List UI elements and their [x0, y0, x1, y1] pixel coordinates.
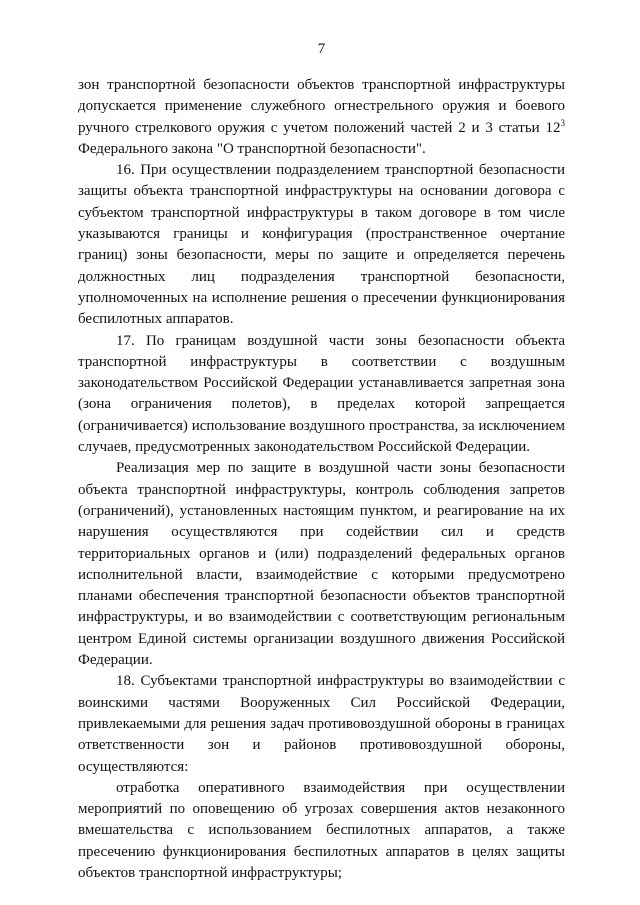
- document-page: [78, 0, 565, 905]
- paragraph-continuation: [78, 75, 565, 160]
- paragraph-text-before-superscript: зон транспортной безопасности объектов транспортной инфраструктуры допускается применение служебного огнестрельного оружия и боевого ручного стрелкового оружия с учетом положений частей 2 и 3 статьи 12: [78, 77, 565, 136]
- document-body: [78, 75, 565, 884]
- paragraph-item-18-list-entry: отработка оперативного взаимодействия при осуществлении мероприятий по оповещению об угрозах совершения актов незаконного вмешательства с использованием беспилотных аппаратов, а также пресечению функционирования беспилотных аппаратов в целях защиты объектов транспортной инфраструктуры;: [78, 779, 565, 881]
- paragraph-text-after-superscript: Федерального закона "О транспортной безопасности".: [78, 140, 426, 157]
- paragraph-item-17-implementation: Реализация мер по защите в воздушной части зоны безопасности объекта транспортной инфраструктуры, контроль соблюдения запретов (ограничений), установленных настоящим пунктом, и реагирование на их нарушения осуществляются при содействии сил и средств территориальных органов и (или) подразделений федеральных органов исполнительной власти, взаимодействие с которыми предусмотрено планами обеспечения транспортной безопасности объектов транспортной инфраструктуры, и во взаимодействии с соответствующим региональным центром Единой системы организации воздушного движения Российской Федерации.: [78, 460, 565, 669]
- paragraph-item-18: 18. Субъектами транспортной инфраструктуры во взаимодействии с воинскими частями Вооруженных Сил Российской Федерации, привлекаемыми для решения задач противовоздушной обороны в границах ответственности зон и районов противовоздушной обороны, осуществляются:: [78, 673, 565, 775]
- superscript-article-number: 3: [560, 117, 565, 128]
- paragraph-item-17: 17. По границам воздушной части зоны безопасности объекта транспортной инфраструктуры в соответствии с воздушным законодательством Российской Федерации устанавливается запретная зона (зона ограничения полетов), в пределах которой запрещается (ограничивается) использование воздушного пространства, за исключением случаев, предусмотренных законодательством Российской Федерации.: [78, 332, 565, 456]
- paragraph-item-16: 16. При осуществлении подразделением транспортной безопасности защиты объекта транспортной инфраструктуры на основании договора с субъектом транспортной инфраструктуры в таком договоре в том числе указываются границы и конфигурация (пространственное очертание границ) зоны безопасности, меры по защите и определяется перечень должностных лиц подразделения транспортной безопасности, уполномоченных на исполнение решения о пресечении функционирования беспилотных аппаратов.: [78, 162, 565, 328]
- page-number: 7: [317, 41, 326, 57]
